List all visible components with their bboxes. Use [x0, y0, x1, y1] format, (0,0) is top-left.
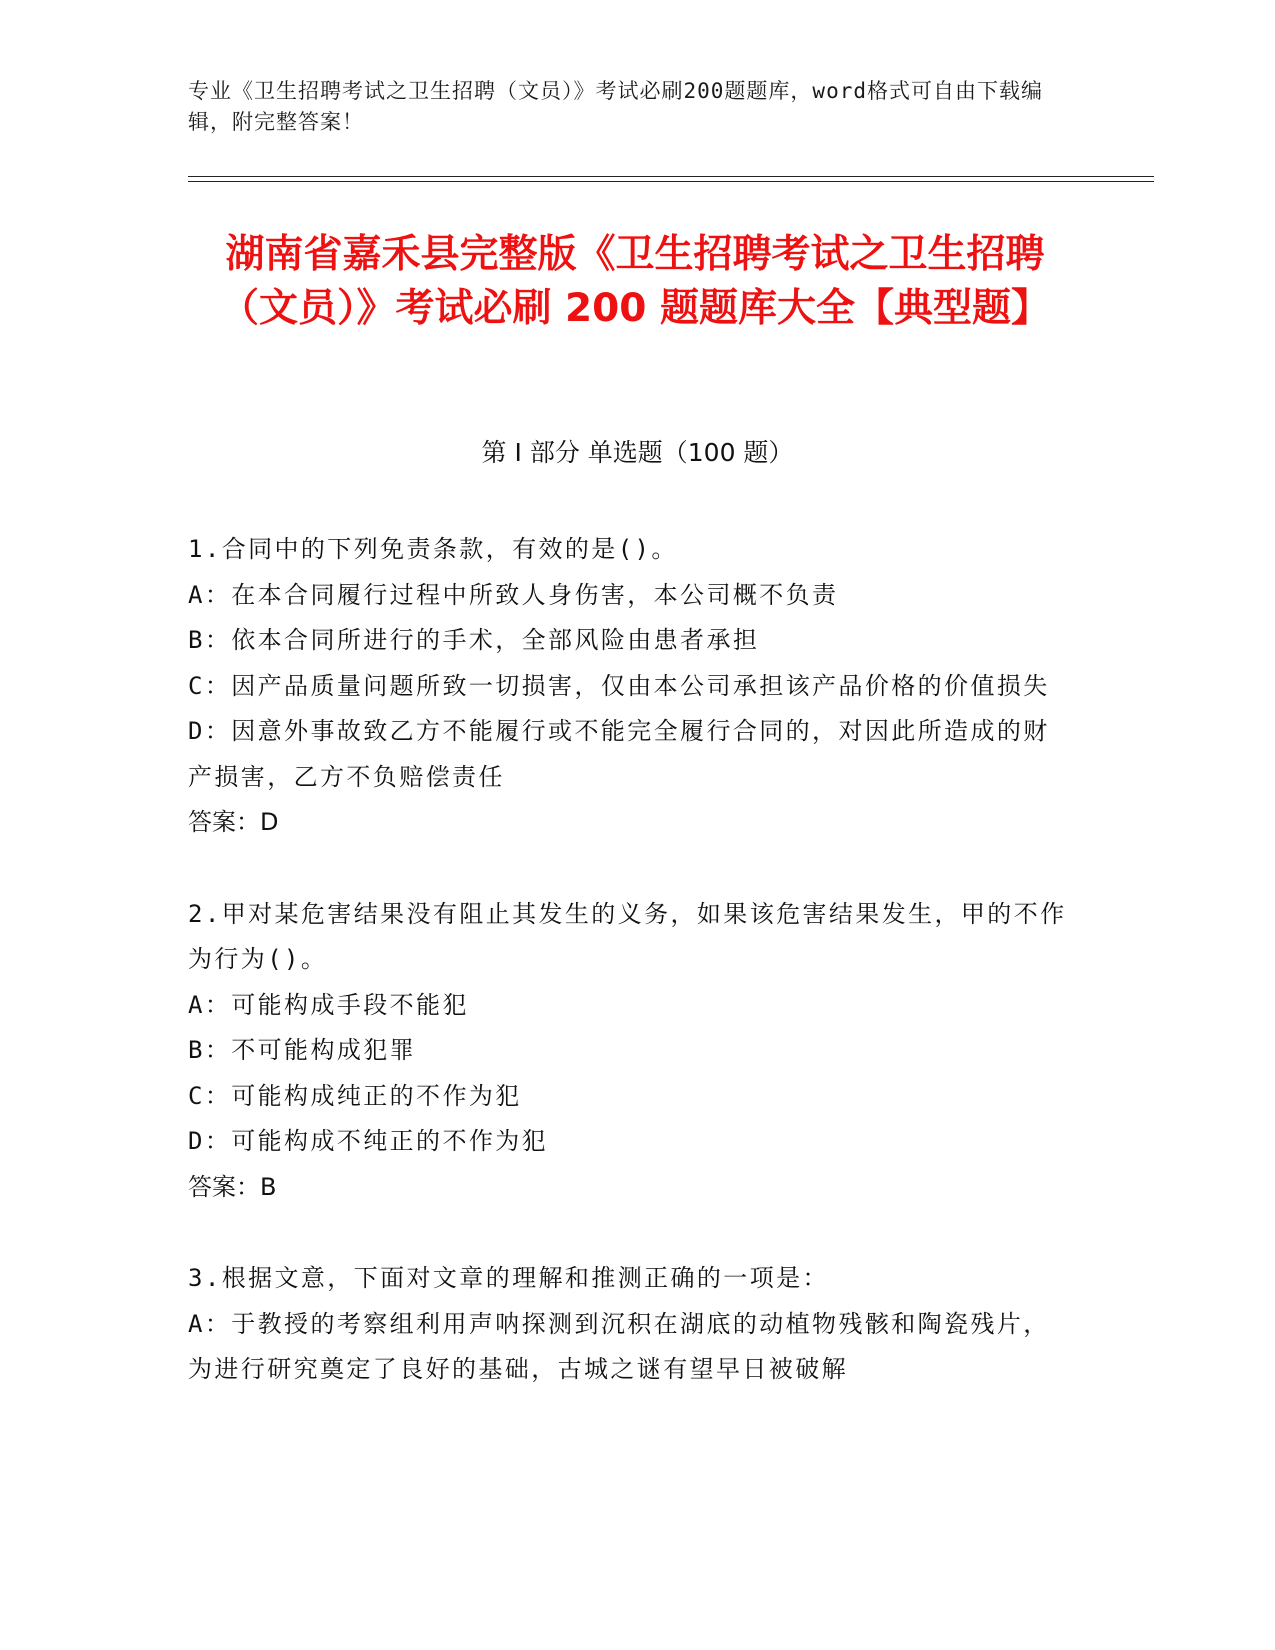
option-a: A：于教授的考察组利用声呐探测到沉积在湖底的动植物残骸和陶瓷残片，为进行研究奠定了良好的基础，古城之谜有望早日被破解 — [188, 1309, 1050, 1383]
option-b: B：不可能构成犯罪 — [188, 1036, 417, 1064]
question-stem: 1.合同中的下列免责条款，有效的是()。 — [188, 535, 678, 563]
section-title: 第 I 部分 单选题（100 题） — [481, 438, 794, 467]
question-1 — [188, 527, 1068, 846]
header-note: 专业《卫生招聘考试之卫生招聘（文员）》考试必刷200题题库，word格式可自由下载编辑，附完整答案！ — [188, 79, 1043, 134]
question-list — [188, 527, 1068, 1439]
question-2 — [188, 892, 1068, 1211]
answer: 答案：B — [188, 1172, 277, 1201]
header-divider-top — [188, 176, 1154, 177]
document-title: 湖南省嘉禾县完整版《卫生招聘考试之卫生招聘（文员）》考试必刷 200 题题库大全【典型题】 — [219, 232, 1051, 331]
question-3 — [188, 1256, 1068, 1393]
option-c: C：因产品质量问题所致一切损害，仅由本公司承担该产品价格的价值损失 — [188, 671, 1050, 700]
answer: 答案：D — [188, 808, 279, 836]
header-divider-bottom — [188, 181, 1154, 182]
option-d: D：可能构成不纯正的不作为犯 — [188, 1127, 549, 1155]
option-c: C：可能构成纯正的不作为犯 — [188, 1081, 522, 1110]
option-b: B：依本合同所进行的手术，全部风险由患者承担 — [188, 626, 760, 654]
option-d: D：因意外事故致乙方不能履行或不能完全履行合同的，对因此所造成的财产损害，乙方不负赔偿责任 — [188, 717, 1050, 791]
question-stem: 2.甲对某危害结果没有阻止其发生的义务，如果该危害结果发生，甲的不作为行为()。 — [188, 899, 1067, 973]
option-a: A：在本合同履行过程中所致人身伤害，本公司概不负责 — [188, 580, 839, 609]
option-a: A：可能构成手段不能犯 — [188, 990, 469, 1019]
question-stem: 3.根据文意，下面对文章的理解和推测正确的一项是： — [188, 1264, 829, 1292]
